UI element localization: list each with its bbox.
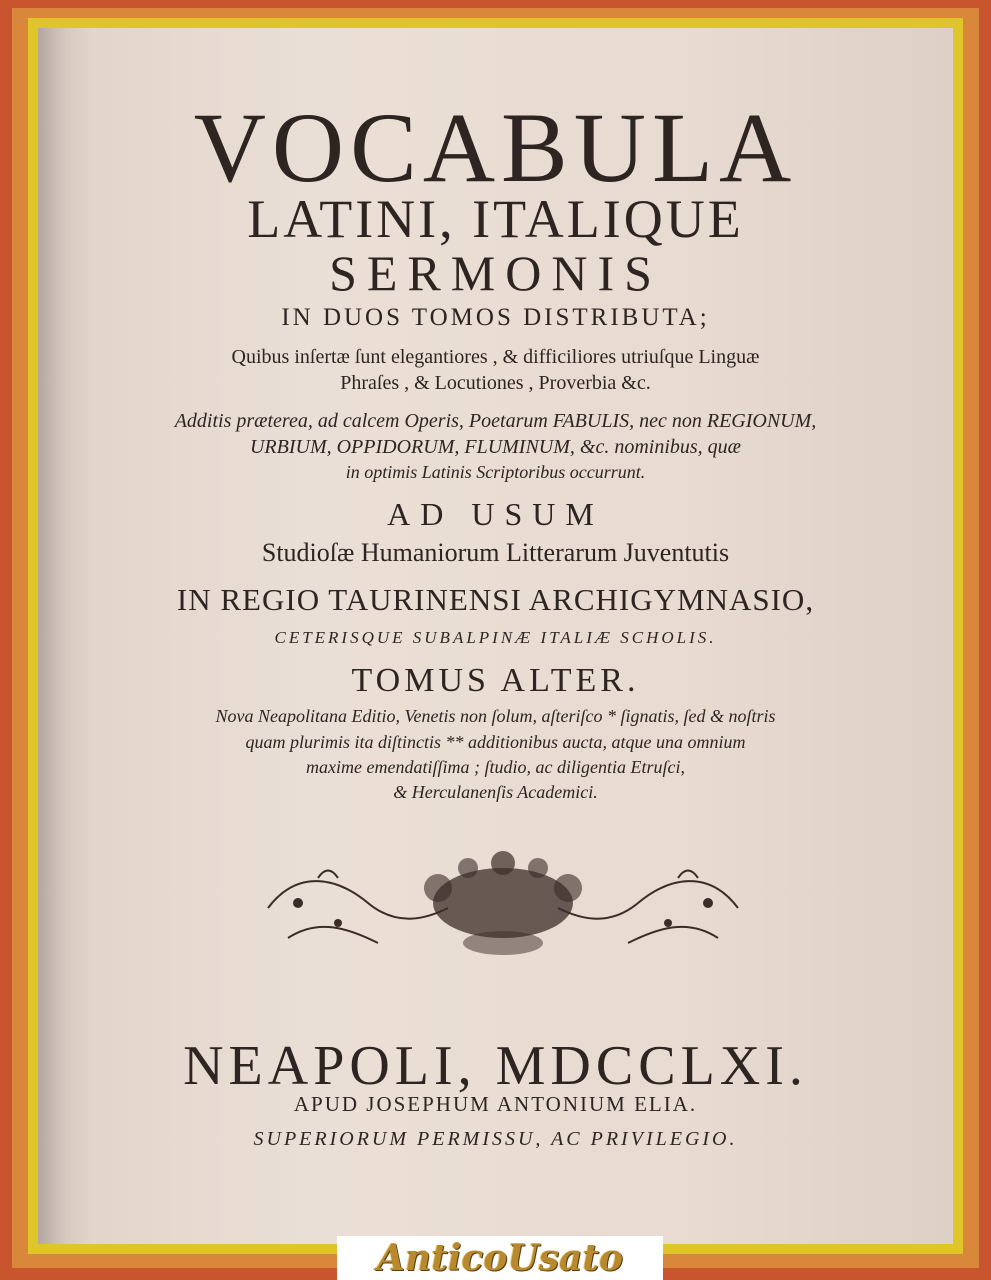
description-line: Quibus inſertæ ſunt elegantiores , & difficiliores utriuſque Linguæ	[231, 346, 760, 368]
tomus-alter: TOMUS ALTER.	[351, 662, 640, 699]
edition-line: maxime emendatiſſima ; ſtudio, ac diligentia Etruſci,	[306, 757, 685, 777]
ceterisque-line: CETERISQUE SUBALPINÆ ITALIÆ SCHOLIS.	[274, 628, 717, 647]
additis-line: in optimis Latinis Scriptoribus occurrunt.	[345, 462, 646, 482]
additis-line: Additis præterea, ad calcem Operis, Poetarum FABULIS, nec non REGIONUM,	[174, 410, 817, 432]
edition-line: quam plurimis ita diſtinctis ** additionibus aucta, atque una omnium	[245, 732, 746, 752]
studiosae-line: Studioſæ Humaniorum Litterarum Juventutis	[261, 538, 730, 567]
watermark-text: AnticoUsato	[377, 1237, 623, 1279]
ad-usum-heading: AD USUM	[387, 496, 604, 532]
title-page	[38, 28, 953, 1244]
in-regio-line: IN REGIO TAURINENSI ARCHIGYMNASIO,	[176, 582, 815, 617]
edition-line: Nova Neapolitana Editio, Venetis non ſolum, aſteriſco * ſignatis, ſed & noſtris	[215, 706, 776, 726]
imprint-place-date: NEAPOLI, MDCCLXI.	[183, 1035, 808, 1097]
additis-line: URBIUM, OPPIDORUM, FLUMINUM, &c. nominibus, quæ	[249, 436, 742, 458]
subtitle-sermonis: SERMONIS	[329, 245, 662, 301]
subtitle-distributa: IN DUOS TOMOS DISTRIBUTA;	[281, 304, 710, 331]
watermark-logo	[337, 1236, 663, 1280]
printer-line: APUD JOSEPHUM ANTONIUM ELIA.	[293, 1092, 698, 1116]
subtitle-latini: LATINI, ITALIQUE	[247, 189, 744, 249]
edition-line: & Herculanenſis Academici.	[393, 782, 598, 802]
book-title: VOCABULA	[193, 92, 798, 203]
floral-ornament	[258, 848, 748, 958]
privilege-line: SUPERIORUM PERMISSU, AC PRIVILEGIO.	[253, 1128, 738, 1150]
description-line: Phraſes , & Locutiones , Proverbia &c.	[340, 372, 651, 394]
